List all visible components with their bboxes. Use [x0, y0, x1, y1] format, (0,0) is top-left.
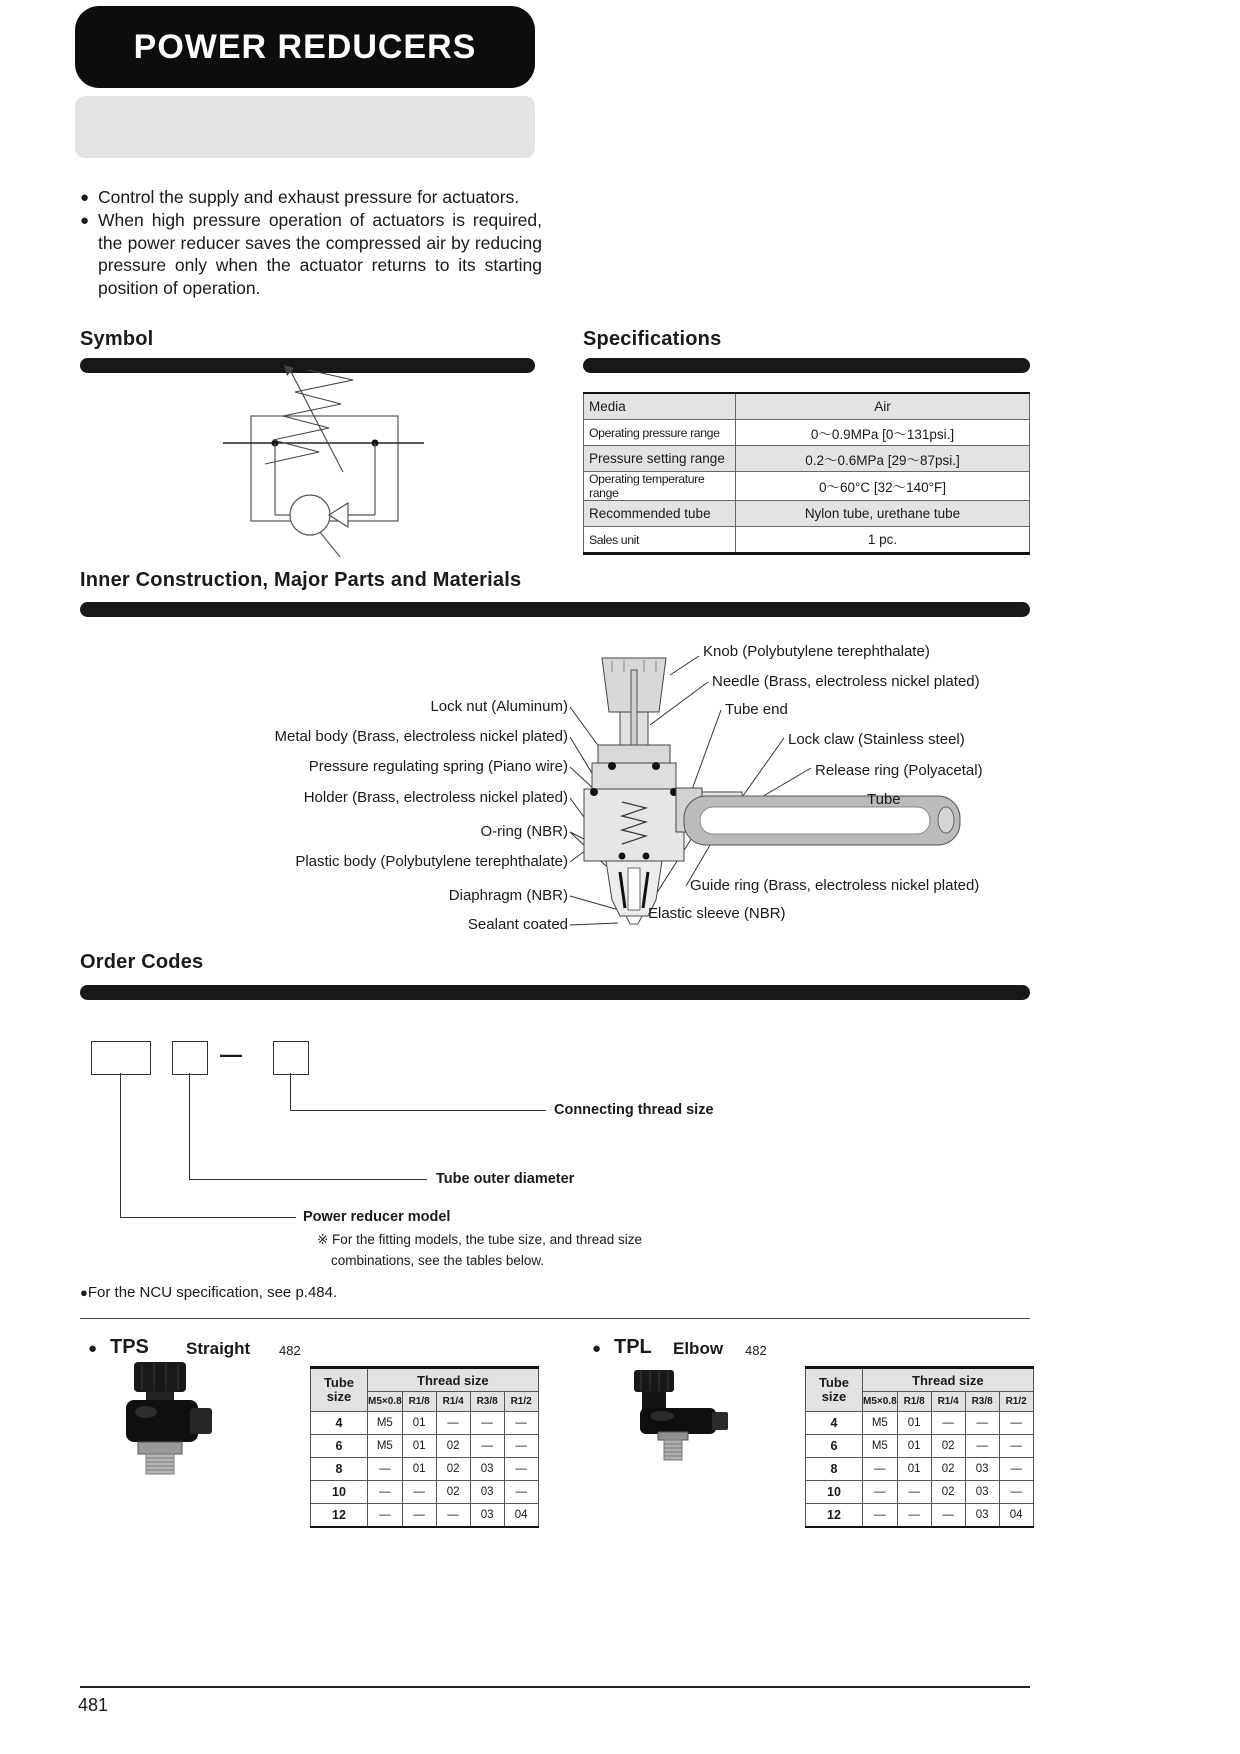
table-row: 10 — — 02 03 —: [806, 1481, 1034, 1504]
spec-value: Nylon tube, urethane tube: [736, 501, 1030, 527]
table-header-row: [806, 1368, 1034, 1392]
order-code-callout-thread: Connecting thread size: [554, 1102, 714, 1118]
spec-label: Recommended tube: [584, 501, 736, 527]
section-construction-title: Inner Construction, Major Parts and Materials: [80, 569, 522, 591]
table-row: 8 — 01 02 03 —: [806, 1458, 1034, 1481]
table-row: 4 M5 01 — — —: [806, 1412, 1034, 1435]
spec-value: 0～0.9MPa [0～131psi.]: [736, 420, 1030, 446]
order-code-model-note: ※ For the fitting models, the tube size, and thread size: [317, 1232, 642, 1247]
section-order-codes-title: Order Codes: [80, 951, 204, 973]
construction-label-knob: Knob (Polybutylene terephthalate): [703, 643, 930, 660]
construction-label-release-ring: Release ring (Polyacetal): [815, 762, 983, 779]
construction-label-plastic-body: Plastic body (Polybutylene terephthalate): [295, 853, 568, 870]
construction-label-holder: Holder (Brass, electroless nickel plated): [303, 789, 568, 806]
construction-label-metal-body: Metal body (Brass, electroless nickel plated): [274, 728, 568, 745]
section-symbol-title: Symbol: [80, 328, 154, 350]
construction-label-tube-end: Tube end: [725, 701, 788, 718]
ncu-note: ●For the NCU specification, see p.484.: [80, 1284, 338, 1301]
table-row: 8 — 01 02 03 —: [311, 1458, 539, 1481]
thread-col-header: R3/8: [965, 1392, 999, 1412]
bullet-icon: ●: [80, 1285, 88, 1300]
table-row: 6 M5 01 02 — —: [311, 1435, 539, 1458]
table-row: 10 — — 02 03 —: [311, 1481, 539, 1504]
page-number: 481: [78, 1695, 109, 1715]
thread-col-header: M5×0.8: [368, 1392, 403, 1412]
construction-label-guide-ring: Guide ring (Brass, electroless nickel plated): [690, 877, 980, 894]
construction-label-elastic-sleeve: Elastic sleeve (NBR): [648, 905, 786, 922]
series-gray-box: [75, 96, 535, 158]
table-row: [584, 446, 1030, 472]
products-divider: [80, 1318, 1030, 1319]
product-model-tps: TPS: [110, 1336, 149, 1358]
construction-label-tube: Tube: [867, 791, 901, 808]
thread-col-header: M5×0.8: [863, 1392, 898, 1412]
thread-col-header: R1/4: [436, 1392, 470, 1412]
bullet-icon: ●: [80, 211, 90, 229]
table-header-row: [311, 1368, 539, 1392]
spec-value: 0～60°C [32～140°F]: [736, 472, 1030, 501]
tube-size-header: Tube size: [311, 1368, 368, 1412]
spec-value: 1 pc.: [736, 527, 1030, 554]
thread-col-header: R1/8: [897, 1392, 931, 1412]
construction-label-spring: Pressure regulating spring (Piano wire): [308, 758, 568, 775]
table-row: 6 M5 01 02 — —: [806, 1435, 1034, 1458]
table-row: [584, 393, 1030, 420]
product-model-tpl: TPL: [614, 1336, 652, 1358]
order-code-dash: —: [220, 1042, 242, 1067]
thread-size-header: Thread size: [368, 1368, 539, 1392]
order-code-model-box: [91, 1041, 151, 1075]
intro-text: [80, 186, 542, 300]
construction-label-o-ring: O-ring (NBR): [480, 823, 568, 840]
tube-size-header: Tube size: [806, 1368, 863, 1412]
construction-label-needle: Needle (Brass, electroless nickel plated): [712, 673, 980, 690]
table-row: 12 — — — 03 04: [806, 1504, 1034, 1528]
intro-bullet-1: ● Control the supply and exhaust pressure for actuators.: [80, 187, 520, 207]
section-specifications-title: Specifications: [583, 328, 722, 350]
bullet-icon: ●: [80, 189, 90, 206]
tpl-elbow-fitting-photo: [628, 1366, 746, 1466]
spec-label: Pressure setting range: [584, 446, 736, 472]
order-code-thread-box: [273, 1041, 309, 1075]
page-title: POWER REDUCERS: [133, 27, 477, 66]
table-row: 4 M5 01 — — —: [311, 1412, 539, 1435]
specifications-heading-bar: [583, 358, 1030, 373]
product-type-straight: Straight: [186, 1339, 251, 1358]
thread-col-header: R1/2: [999, 1392, 1033, 1412]
order-code-model-note: combinations, see the tables below.: [331, 1253, 545, 1268]
order-code-callout-tube: Tube outer diameter: [436, 1171, 575, 1187]
table-row: [584, 527, 1030, 554]
construction-label-diaphragm: Diaphragm (NBR): [448, 887, 568, 904]
construction-label-sealant: Sealant coated: [467, 916, 568, 933]
table-row: [584, 420, 1030, 446]
spec-value: Air: [736, 393, 1030, 420]
intro-bullet-2: ● When high pressure operation of actuators is required, the power reducer saves the compressed air by reducing pressure only when the actuator returns to its starting position of operation.: [80, 209, 542, 298]
spec-label: Media: [584, 393, 736, 420]
order-code-connector: [120, 1073, 296, 1218]
product-page-ref: 482: [279, 1343, 301, 1358]
order-code-tube-box: [172, 1041, 208, 1075]
spec-label: Sales unit: [584, 527, 736, 554]
tpl-fitting-table: [805, 1366, 1034, 1528]
thread-col-header: R1/4: [931, 1392, 965, 1412]
spec-label: Operating temperature range: [584, 472, 736, 501]
tps-fitting-table: [310, 1366, 539, 1528]
order-codes-heading-bar: [80, 985, 1030, 1000]
thread-col-header: R3/8: [470, 1392, 504, 1412]
thread-col-header: R1/2: [504, 1392, 538, 1412]
page-title-box: [75, 6, 535, 88]
thread-col-header: R1/8: [402, 1392, 436, 1412]
spec-label: Operating pressure range: [584, 420, 736, 446]
specifications-table: [583, 392, 1030, 555]
order-code-callout-model: Power reducer model: [303, 1209, 451, 1225]
table-row: [584, 501, 1030, 527]
bullet-icon: ●: [592, 1340, 602, 1357]
tps-straight-fitting-photo: [104, 1358, 222, 1478]
table-row: [584, 472, 1030, 501]
thread-size-header: Thread size: [863, 1368, 1034, 1392]
construction-label-lock-nut: Lock nut (Aluminum): [430, 698, 568, 715]
bullet-icon: ●: [88, 1340, 98, 1357]
construction-label-lock-claw: Lock claw (Stainless steel): [788, 731, 965, 748]
pneumatic-regulator-symbol: [215, 365, 445, 575]
footer-rule: [80, 1686, 1030, 1688]
table-row: 12 — — — 03 04: [311, 1504, 539, 1528]
product-type-elbow: Elbow: [673, 1339, 724, 1358]
product-page-ref: 482: [745, 1343, 767, 1358]
spec-value: 0.2～0.6MPa [29～87psi.]: [736, 446, 1030, 472]
